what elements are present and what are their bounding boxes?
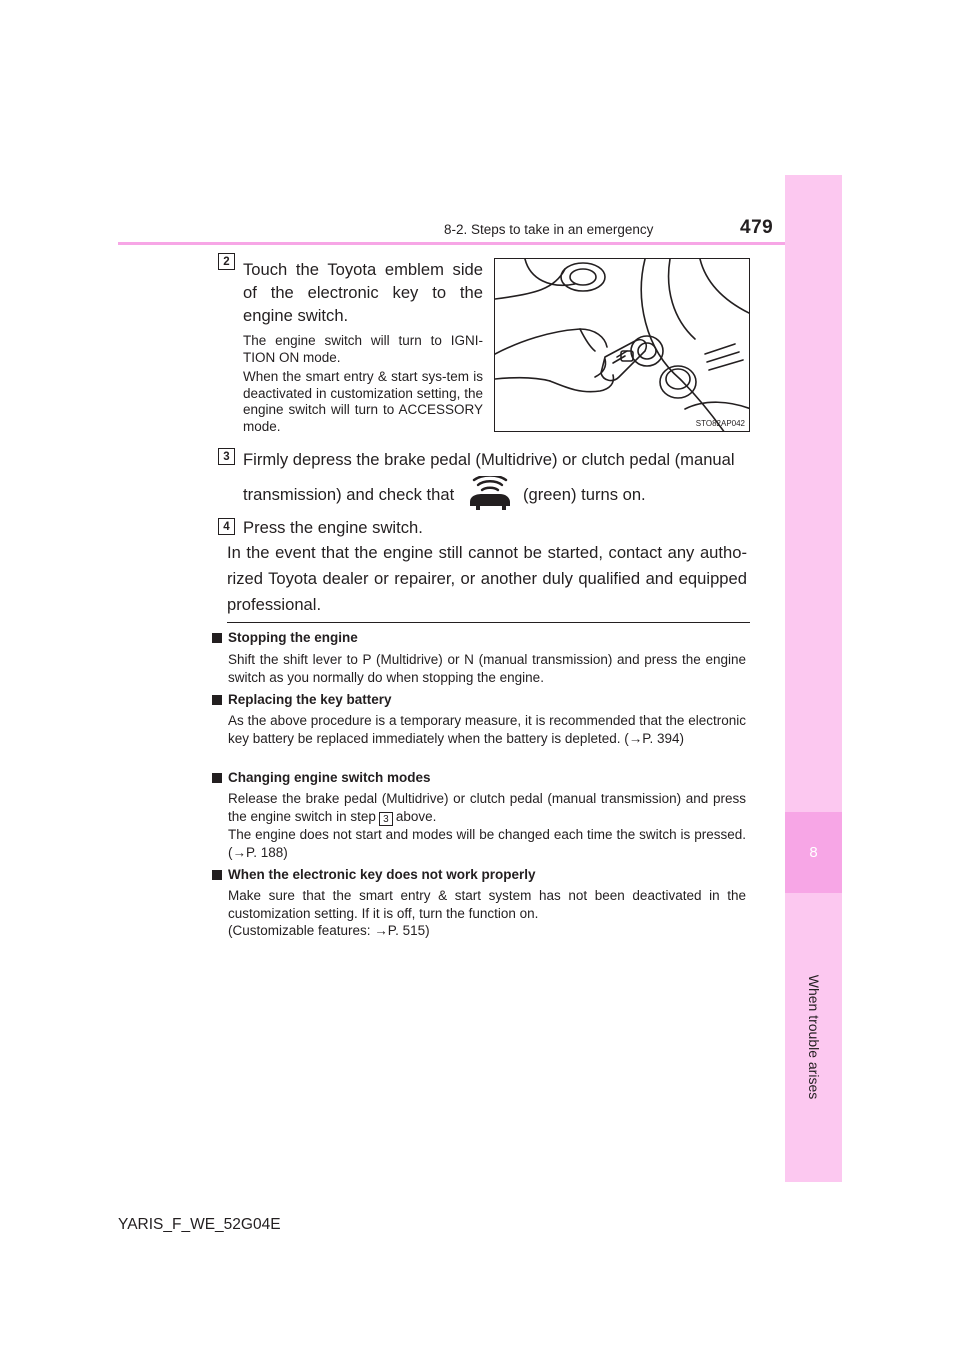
note-heading-stopping-engine: Stopping the engine (212, 630, 358, 645)
square-bullet-icon (212, 633, 222, 643)
note-body-changing-modes: Release the brake pedal (Multidrive) or clutch pedal (manual transmission) and press the engine switch in step 3 above. The engine does not start and modes will be changed each time the switch is pressed. (→P. 188) (228, 791, 746, 860)
step-2-note-2: When the smart entry & start sys-tem is deactivated in customization setting, the engine switch will turn to ACCESSORY mode. (243, 369, 483, 434)
note-heading-replacing-battery: Replacing the key battery (212, 692, 392, 707)
note-body-key-not-working: Make sure that the smart entry & start system has not been deactivated in the customization setting. If it is off, turn the function on. (Customizable features: →P. 515) (228, 888, 746, 938)
footer-document-code: YARIS_F_WE_52G04E (118, 1216, 281, 1233)
note-body-stopping-engine: Shift the shift lever to P (Multidrive) or N (manual transmission) and press the engine switch as you normally do when stopping the engine. (228, 652, 746, 685)
closing-paragraph: In the event that the engine still cannot be started, contact any autho-rized Toyota dealer or repairer, or another duly qualified and equipped professional. (227, 543, 747, 614)
image-code: STO82AP042 (695, 419, 745, 428)
step-3-text-line2: transmission) and check that (243, 485, 455, 504)
note-heading-changing-modes: Changing engine switch modes (212, 770, 431, 785)
note-body-replacing-battery: As the above procedure is a temporary measure, it is recommended that the electronic key battery be replaced immediately when the battery is depleted. (→P. 394) (228, 713, 746, 746)
chapter-side-tab (785, 175, 842, 1182)
page-number: 479 (740, 217, 774, 238)
inline-step-badge-3: 3 (379, 812, 393, 826)
step-2-text: Touch the Toyota emblem side of the electronic key to the engine switch. (243, 260, 483, 325)
square-bullet-icon (212, 870, 222, 880)
key-to-engine-switch-illustration (494, 258, 750, 432)
square-bullet-icon (212, 773, 222, 783)
step-3-text-line1: Firmly depress the brake pedal (Multidrive) or clutch pedal (manual (243, 450, 735, 469)
header-rule (118, 242, 785, 245)
step-4-text: Press the engine switch. (243, 518, 423, 537)
step-badge-4: 4 (218, 518, 235, 535)
step-badge-2: 2 (218, 253, 235, 270)
chapter-number: 8 (785, 812, 842, 893)
section-title: 8-2. Steps to take in an emergency (444, 222, 654, 237)
hand-key-drawing (495, 259, 750, 432)
step-2-note-1: The engine switch will turn to IGNI-TION ON mode. (243, 333, 483, 365)
square-bullet-icon (212, 695, 222, 705)
chapter-title: When trouble arises (806, 974, 822, 1100)
note-heading-key-not-working: When the electronic key does not work properly (212, 867, 536, 882)
separator-rule (227, 622, 750, 623)
smart-key-indicator-icon (466, 476, 514, 510)
step-badge-3: 3 (218, 448, 235, 465)
step-3-text-line2-end: (green) turns on. (523, 485, 646, 504)
